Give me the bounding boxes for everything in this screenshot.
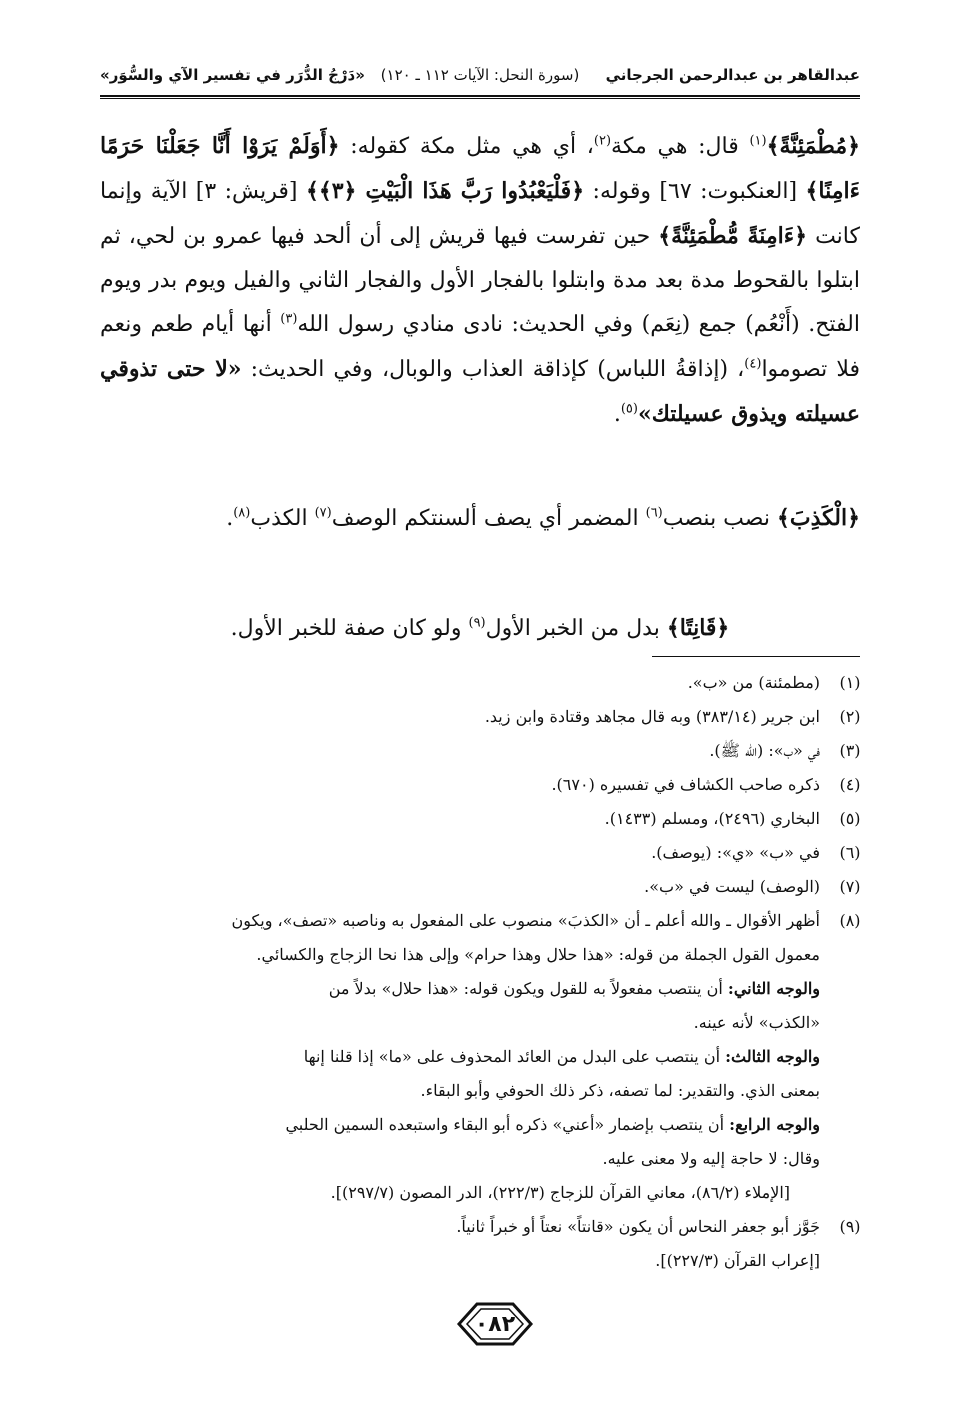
footnote-separator [652, 656, 860, 657]
footnote-text: البخاري (٢٤٩٦)، ومسلم (١٤٣٣). [604, 809, 820, 828]
footnote-1 [100, 666, 870, 700]
footnote-number: (١) [839, 673, 861, 692]
footnote-number: (٦) [839, 843, 861, 862]
footnote-ref[interactable]: (٩) [468, 615, 486, 631]
text-span: ولو كان صفة للخبر الأول. [230, 616, 469, 641]
quran-quote: ﴿ءَامِنَةً مُّطْمَئِنَّةً﴾ [658, 223, 808, 249]
footnote-line: «الكذب» لأنه عينه. [693, 1013, 820, 1032]
quran-quote: ﴿فَلْيَعْبُدُوا رَبَّ هَذَا الْبَيْتِ ﴿٣﴾﴾ [305, 178, 585, 204]
text-span: . [226, 506, 234, 531]
footnote-subheading: والوجه الثالث: [725, 1047, 820, 1066]
footnote-line [100, 1040, 820, 1074]
footnote-number: (٩) [839, 1217, 861, 1236]
header-divider-thin [100, 98, 860, 99]
footnote-2 [100, 700, 870, 734]
quran-quote: ﴿أَوَلَمْ يَرَوْا أَنَّا جَعَلْنَا حَرَمًا ءَامِنًا﴾ [100, 133, 860, 204]
text-span: قال: هي مكة [611, 134, 750, 159]
footnote-number: (٧) [839, 877, 861, 896]
footnote-ref[interactable]: (٢) [593, 133, 612, 149]
quran-word: ﴿مُطْمَئِنَّةً﴾ [766, 133, 860, 159]
paragraph-2 [100, 496, 860, 584]
footnote-number: (٢) [839, 707, 861, 726]
footnote-text: ابن جرير (٣٨٣/١٤) وبه قال مجاهد وقتادة وابن زيد. [484, 707, 820, 726]
text-span: حين تفرست فيها قريش إلى أن ألحد فيها عمرو بن لحي، ثم ابتلوا بالقحوط مدة بعد مدة وابتلوا بالفجار الأول والفجار الثاني والفيل ويوم بدر ويوم الفتح. (أَنْعُم) جمع (نِعَم) وفي الحديث: نادى منادي رسول الله [100, 224, 860, 337]
running-header [100, 62, 860, 90]
footnote-number: (٥) [839, 809, 861, 828]
footnote-7 [100, 870, 870, 904]
text-span: نصب بنصب [662, 506, 777, 531]
footnote-ref[interactable]: (٣) [280, 311, 298, 327]
page-number-ornament [455, 1298, 535, 1350]
footnote-line: معمول القول الجملة من قوله: «هذا حلال وهذا حرام» وإلى هذا نحا الزجاج والكسائي. [256, 945, 820, 964]
footnote-6 [100, 836, 870, 870]
text-span: ، أي هي مثل مكة كقوله: [339, 134, 594, 159]
header-book-title: «دَرْجُ الدُّرَر في تفسير الآي والسُّوَر» [100, 66, 365, 84]
footnote-subheading: والوجه الرابع: [729, 1115, 820, 1134]
footnote-3 [100, 734, 870, 768]
footnote-line: أظهر الأقوال ـ والله أعلم ـ أن «الكذبَ» منصوب على المفعول به وناصبه «تصف»، ويكون [231, 911, 820, 930]
footnote-ref[interactable]: (٥) [620, 401, 638, 417]
paragraph-1 [100, 124, 860, 476]
text-span: بدل من الخبر الأول [485, 616, 667, 641]
footnote-line [100, 1108, 820, 1142]
text-span: ، (إذاقةُ اللباس) كإذاقة العذاب والوبال، وفي الحديث: [241, 357, 745, 382]
footnote-ref[interactable]: (٨) [233, 505, 251, 521]
footnote-text: (مطمئنة) من «ب». [687, 673, 820, 692]
footnote-reference: [الإملاء (٨٦/٢)، معاني القرآن للزجاج (٢٢٢/٣)، الدر المصون (٢٩٧/٧)]. [330, 1183, 790, 1202]
footnote-text: ذكره صاحب الكشاف في تفسيره (٦٧٠). [551, 775, 820, 794]
header-author: عبدالقاهر بن عبدالرحمن الجرجاني [605, 66, 860, 84]
header-surah: (سورة النحل: الآيات ١١٢ ـ ١٢٠) [380, 66, 580, 84]
footnote-text: أن ينتصب بإضمار «أعني» ذكره أبو البقاء واستبعده السمين الحلبي [285, 1115, 730, 1134]
footnote-4 [100, 768, 870, 802]
footnote-5 [100, 802, 870, 836]
quran-word: ﴿قَانِتًا﴾ [666, 615, 730, 641]
text-span: [قريش: ٣] الآية وإنما كانت [100, 179, 860, 249]
footnote-line [100, 972, 820, 1006]
footnote-number: (٨) [839, 911, 861, 930]
footnote-ref[interactable]: (٤) [744, 356, 762, 372]
footnote-line: بمعنى الذي. والتقدير: لما تصفه، ذكر ذلك الحوفي وأبو البقاء. [420, 1081, 820, 1100]
hadith-quote: «لا حتى تذوقي عسيلته ويذوق عسيلتك» [100, 356, 860, 427]
footnote-ref[interactable]: (٦) [645, 505, 663, 521]
footnote-ref[interactable]: (١) [749, 133, 767, 149]
quran-word: ﴿الْكَذِبَ﴾ [776, 505, 860, 531]
footnote-text: أن ينتصب على البدل من العائد المحذوف على «ما» إذا قلنا إنها [303, 1047, 726, 1066]
text-span: الكذب [250, 506, 315, 531]
footnote-number: (٣) [839, 741, 861, 760]
text-span: [العنكبوت: ٦٧] وقوله: [584, 179, 806, 204]
footnote-text: أن ينتصب مفعولاً به للقول ويكون قوله: «هذا حلال» بدلاً من [328, 979, 728, 998]
page-number: ٠٨٢ [474, 1312, 516, 1337]
footnote-subheading: والوجه الثاني: [727, 979, 820, 998]
footnote-number: (٤) [839, 775, 861, 794]
header-divider [100, 95, 860, 97]
footnote-text: (الوصف) ليست في «ب». [644, 877, 820, 896]
footnote-line: جَوَّز أبو جعفر النحاس أن يكون «قانتاً» نعتاً أو خبراً ثانياً. [456, 1217, 820, 1236]
text-span: أنها أيام طعم ونعم فلا تصوموا [100, 312, 860, 382]
paragraph-3 [100, 606, 860, 651]
footnote-text: في «ب» «ي»: (يوصف). [651, 843, 820, 862]
footnote-line: وقال: لا حاجة إليه ولا معنى عليه. [602, 1149, 820, 1168]
footnotes [100, 666, 870, 1278]
text-span: المضمر أي يصف ألسنتكم الوصف [331, 506, 646, 531]
footnote-8 [100, 904, 870, 1210]
footnote-9 [100, 1210, 870, 1278]
footnote-ref[interactable]: (٧) [314, 505, 332, 521]
footnote-reference: [إعراب القرآن (٢٢٧/٣)]. [655, 1251, 820, 1270]
text-span: . [613, 402, 621, 427]
main-text [100, 124, 860, 651]
footnote-text: في «ب»: (الله ﷺ). [709, 741, 820, 760]
